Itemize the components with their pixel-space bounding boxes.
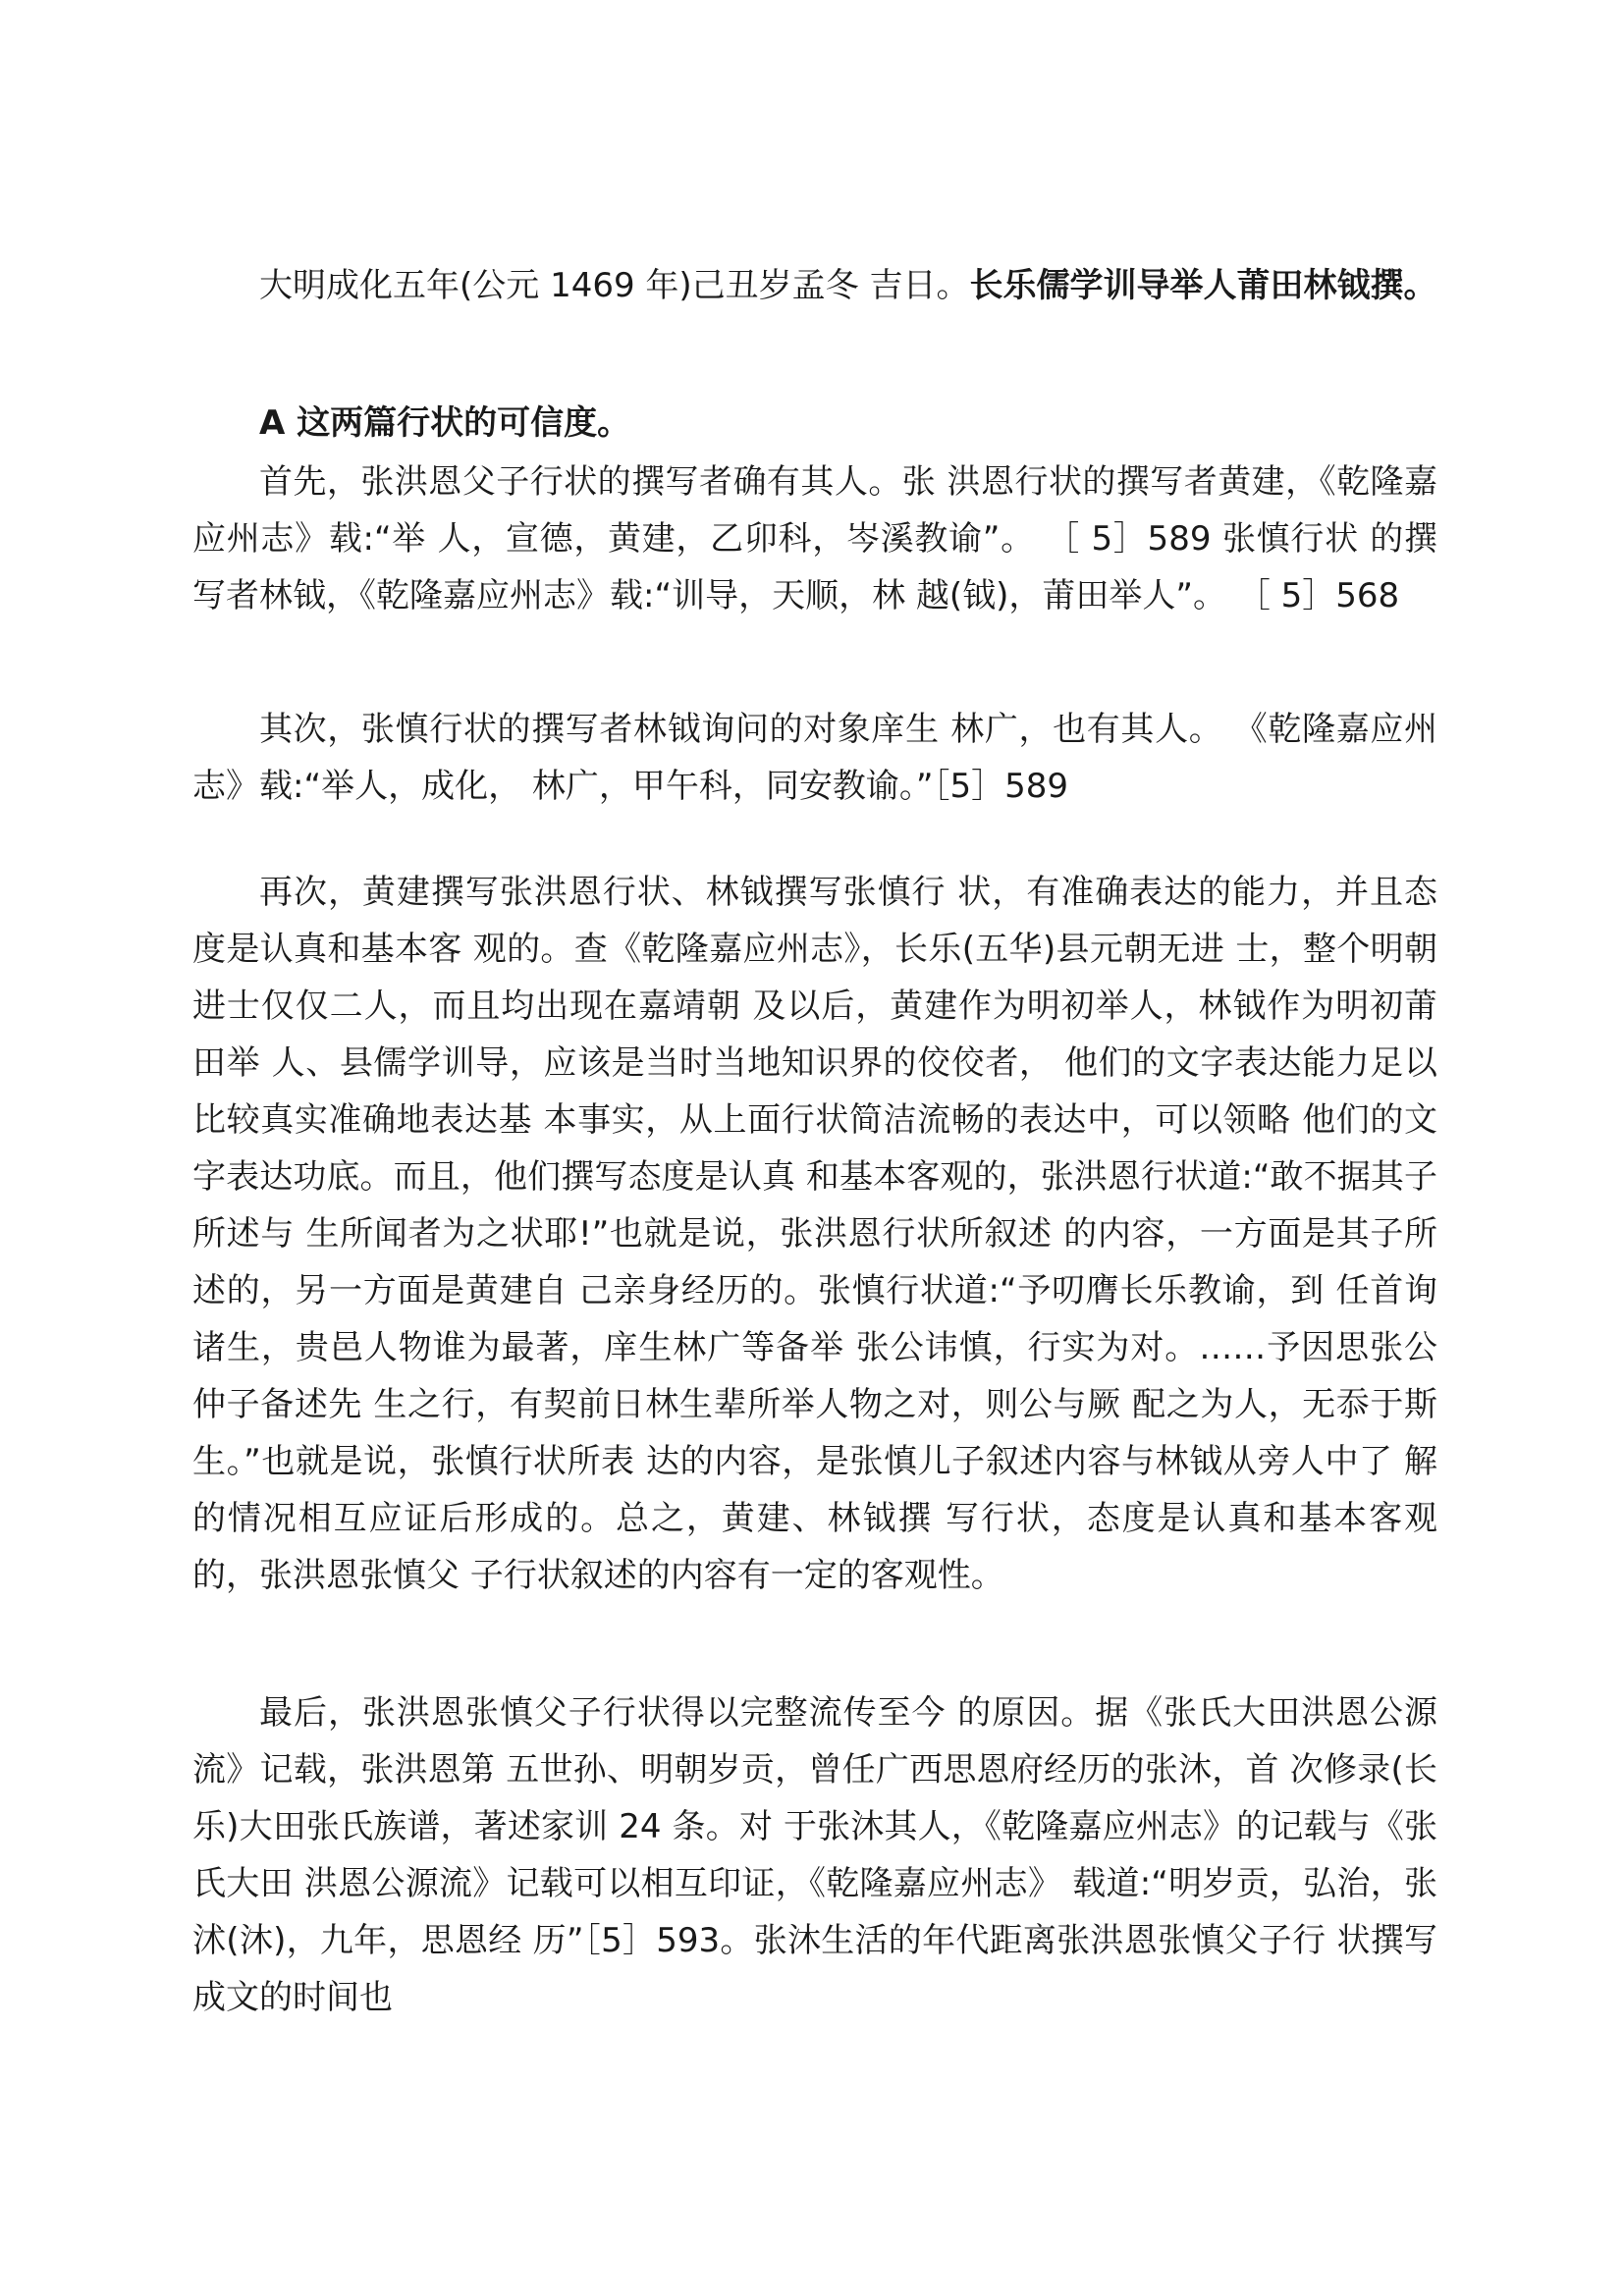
paragraph-4: 最后，张洪恩张慎父子行状得以完整流传至今 的原因。据《张氏大田洪恩公源流》记载，张洪恩第 五世孙、明朝岁贡，曾任广西思恩府经历的张沐，首 次修录(长乐)大田张氏族谱，著述家训 24 条。对 于张沐其人，《乾隆嘉应州志》的记载与《张氏大田 洪恩公源流》记载可以相互印证，《乾隆嘉应州志》 载道:“明岁贡，弘治，张沭(沐)，九年，思恩经 历”［5］593。张沐生活的年代距离张洪恩张慎父子行 状撰写成文的时间也 <box>192 1693 1437 2017</box>
section-heading: A 这两篇行状的可信度。 <box>259 403 631 443</box>
paragraph-2: 其次，张慎行状的撰写者林钺询问的对象庠生 林广，也有其人。 《乾隆嘉应州志》载:“举人，成化， 林广，甲午科，同安教谕。”［5］589 <box>192 710 1437 806</box>
date-text: 大明成化五年(公元 1469 年)己丑岁孟冬 吉日。 <box>259 266 970 305</box>
paragraph-3: 再次，黄建撰写张洪恩行状、林钺撰写张慎行 状，有准确表达的能力，并且态度是认真和基本客 观的。查《乾隆嘉应州志》，长乐(五华)县元朝无进 士，整个明朝进士仅仅二人，而且均出现在嘉靖朝 及以后，黄建作为明初举人，林钺作为明初莆田举 人、县儒学训导，应该是当时当地知识界的佼佼者， 他们的文字表达能力足以比较真实准确地表达基 本事实，从上面行状简洁流畅的表达中，可以领略 他们的文字表达功底。而且，他们撰写态度是认真 和基本客观的，张洪恩行状道:“敢不据其子所述与 生所闻者为之状耶!”也就是说，张洪恩行状所叙述 的内容，一方面是其子所述的，另一方面是黄建自 己亲身经历的。张慎行状道:“予叨膺长乐教谕，到 任首询诸生，贵邑人物谁为最著，庠生林广等备举 张公讳慎，行实为对。……予因思张公仲子备述先 生之行，有契前日林生辈所举人物之对，则公与厥 配之为人，无忝于斯生。”也就是说，张慎行状所表 达的内容，是张慎儿子叙述内容与林钺从旁人中了 解的情况相互应证后形成的。总之，黄建、林钺撰 写行状，态度是认真和基本客观的，张洪恩张慎父 子行状叙述的内容有一定的客观性。 <box>192 873 1437 1595</box>
author-text: 长乐儒学训导举人莆田林钺撰。 <box>969 266 1437 305</box>
signature-line <box>192 257 1437 314</box>
paragraph-1: 首先，张洪恩父子行状的撰写者确有其人。张 洪恩行状的撰写者黄建，《乾隆嘉应州志》载:“举 人，宣德，黄建，乙卯科，岑溪教谕”。 ［ 5］589 张慎行状 的撰写者林钺，《乾隆嘉应州志》载:“训导，天顺，林 越(钺)，莆田举人”。 ［ 5］568 <box>192 462 1437 615</box>
